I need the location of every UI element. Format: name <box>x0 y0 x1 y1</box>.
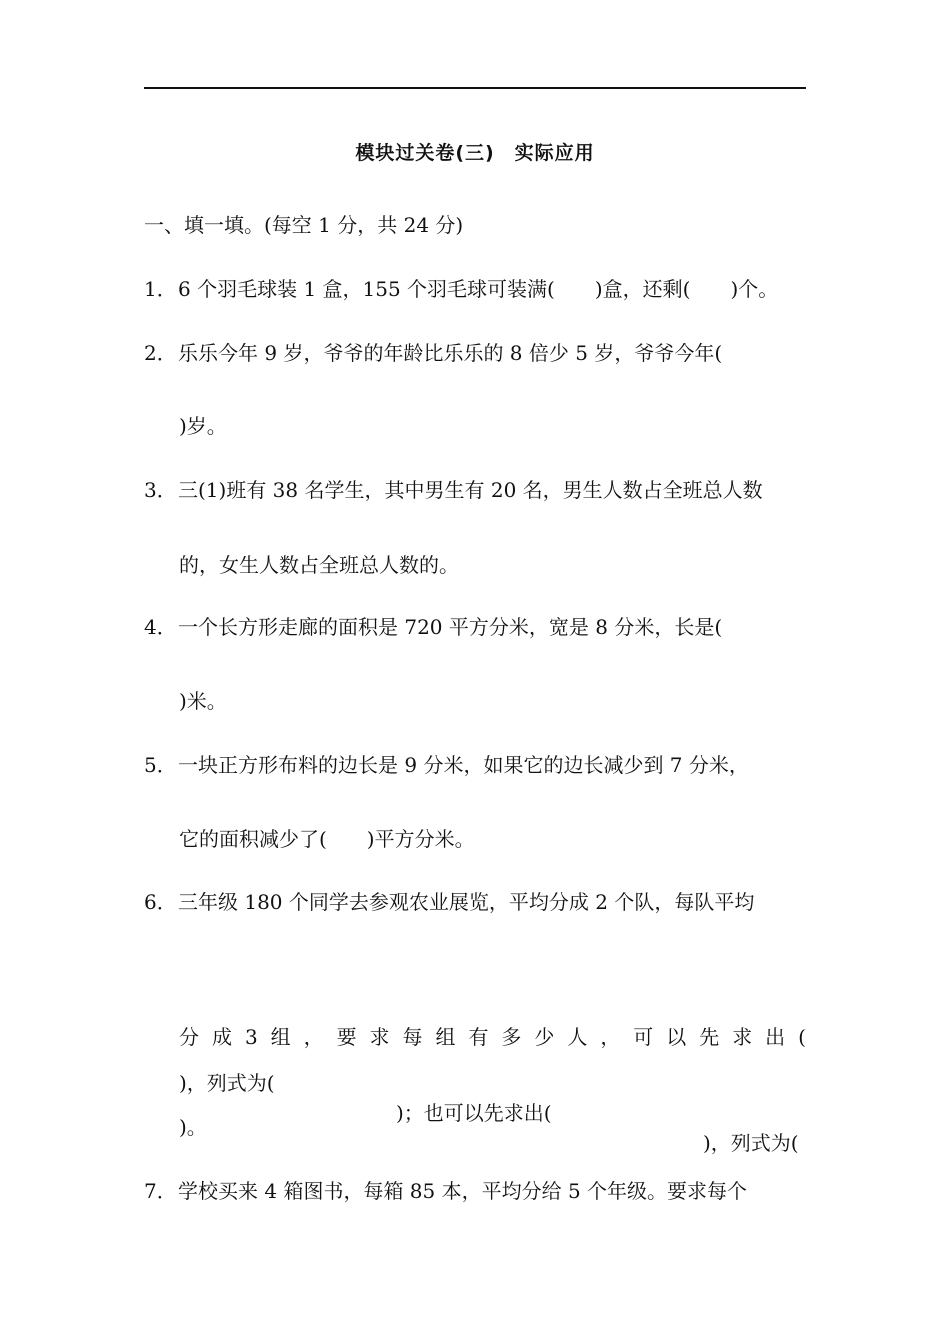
spread-char: ( <box>798 1025 806 1049</box>
question-text: 三年级 180 个同学去参观农业展览，平均分成 2 个队，每队平均 <box>178 890 755 914</box>
page-title: 模块过关卷(三) 实际应用 <box>355 142 595 164</box>
spread-char: 人 <box>567 1025 588 1049</box>
spread-char: 3 <box>244 1025 258 1049</box>
question-number: 4． <box>144 615 177 639</box>
question-number: 3． <box>144 478 177 502</box>
question-5-continuation: 它的面积减少了( )平方分米。 <box>179 827 475 851</box>
question-text: 乐乐今年 9 岁，爷爷的年龄比乐乐的 8 倍少 5 岁，爷爷今年( <box>178 341 723 365</box>
spread-char: 以 <box>666 1025 687 1049</box>
spread-char: 出 <box>765 1025 786 1049</box>
question-number: 2． <box>144 341 177 365</box>
question-7 <box>144 1176 806 1266</box>
question-text: 6 个羽毛球装 1 盒，155 个羽毛球可装满( )盒，还剩( )个。 <box>178 277 779 301</box>
question-4-continuation: )米。 <box>179 689 227 713</box>
question-text: 三(1)班有 38 名学生，其中男生有 20 名，男生人数占全班总人数 <box>178 478 763 502</box>
question-number: 1． <box>144 277 177 301</box>
spread-char: 少 <box>534 1025 555 1049</box>
question-number: 5． <box>144 753 177 777</box>
spread-char: ， <box>303 1025 324 1049</box>
question-number: 7． <box>144 1179 177 1203</box>
question-text: 一块正方形布料的边长是 9 分米，如果它的边长减少到 7 分米， <box>178 753 749 777</box>
spread-char: 组 <box>270 1025 291 1049</box>
blank-segment: )，列式为( <box>703 1131 799 1155</box>
spread-char: 先 <box>699 1025 720 1049</box>
spread-char: 成 <box>211 1025 232 1049</box>
spread-char: 求 <box>369 1025 390 1049</box>
question-6-continuation-end: )。 <box>179 1115 207 1139</box>
section-heading: 一、填一填。(每空 1 分，共 24 分) <box>144 213 464 237</box>
spread-char: 每 <box>402 1025 423 1049</box>
question-number: 6． <box>144 890 177 914</box>
spread-char: 求 <box>732 1025 753 1049</box>
question-3-continuation: 的，女生人数占全班总人数的。 <box>179 553 459 577</box>
spread-char: 分 <box>179 1025 199 1049</box>
spread-char: 多 <box>501 1025 522 1049</box>
spread-char: 要 <box>336 1025 357 1049</box>
spread-char: 组 <box>435 1025 456 1049</box>
blank-segment: )，列式为( <box>179 1071 275 1095</box>
question-text: 一个长方形走廊的面积是 720 平方分米，宽是 8 分米，长是( <box>178 615 723 639</box>
header-rule <box>144 87 806 89</box>
question-2-continuation: )岁。 <box>179 414 227 438</box>
spread-char: 有 <box>468 1025 489 1049</box>
question-text: 学校买来 4 箱图书，每箱 85 本，平均分给 5 个年级。要求每个 <box>178 1179 748 1203</box>
spread-char: 可 <box>633 1025 654 1049</box>
spread-char: ， <box>600 1025 621 1049</box>
blank-segment: )；也可以先求出( <box>396 1101 552 1125</box>
